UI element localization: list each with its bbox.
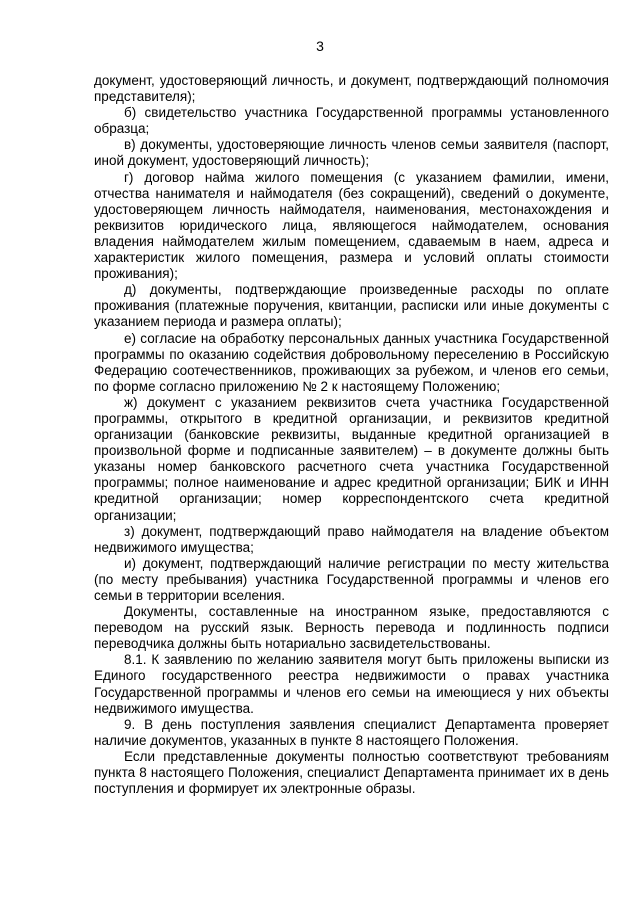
paragraph-continuation: документ, удостоверяющий личность, и документ, подтверждающий полномочия представителя);: [94, 73, 609, 105]
paragraph-item-d: д) документы, подтверждающие произведенные расходы по оплате проживания (платежные поручения, квитанции, расписки или иные документы с указанием периода и размера оплаты);: [94, 282, 609, 330]
paragraph-item-zh: ж) документ с указанием реквизитов счета участника Государственной программы, открытого в кредитной организации, и реквизитов кредитной организации (банковские реквизиты, выданные кредитной организацией в произвольной форме и подписанные заявителем) – в документе должны быть указаны номер банковского расчетного счета участника Государственной программы; полное наименование и адрес кредитной организации; БИК и ИНН кредитной организации; номер корреспондентского счета кредитной организации;: [94, 394, 609, 523]
paragraph-item-v: в) документы, удостоверяющие личность членов семьи заявителя (паспорт, иной документ, удостоверяющий личность);: [94, 137, 609, 169]
paragraph-item-b: б) свидетельство участника Государственной программы установленного образца;: [94, 105, 609, 137]
paragraph-item-e: е) согласие на обработку персональных данных участника Государственной программы по оказанию содействия добровольному переселению в Российскую Федерацию соотечественников, проживающих за рубежом, и членов его семьи, по форме согласно приложению № 2 к настоящему Положению;: [94, 330, 609, 394]
page-number: 3: [316, 38, 324, 54]
paragraph-9: 9. В день поступления заявления специалист Департамента проверяет наличие документов, указанных в пункте 8 настоящего Положения.: [94, 716, 609, 748]
paragraph-item-g: г) договор найма жилого помещения (с указанием фамилии, имени, отчества нанимателя и наймодателя (без сокращений), сведений о документе, удостоверяющем личность наймодателя, наименования, местонахождения и реквизитов юридического лица, являющегося наймодателем, основания владения наймодателем жилым помещением, сдаваемым в наем, адреса и характеристик жилого помещения, размера и условий оплаты стоимости проживания);: [94, 169, 609, 282]
paragraph-item-i: и) документ, подтверждающий наличие регистрации по месту жительства (по месту пребывания) участника Государственной программы и членов его семьи в территории вселения.: [94, 555, 609, 603]
paragraph-acceptance: Если представленные документы полностью соответствуют требованиям пункта 8 настоящего Положения, специалист Департамента принимает их в день поступления и формирует их электронные образы.: [94, 748, 609, 797]
document-body: [94, 73, 609, 797]
paragraph-8-1: 8.1. К заявлению по желанию заявителя могут быть приложены выписки из Единого государственного реестра недвижимости о правах участника Государственной программы и членов его семьи на имеющиеся у них объекты недвижимого имущества.: [94, 652, 609, 716]
paragraph-foreign-documents: Документы, составленные на иностранном языке, предоставляются с переводом на русский язык. Верность перевода и подлинность подписи переводчика должны быть нотариально засвидетельствованы.: [94, 604, 609, 652]
paragraph-item-z: з) документ, подтверждающий право наймодателя на владение объектом недвижимого имущества;: [94, 523, 609, 555]
